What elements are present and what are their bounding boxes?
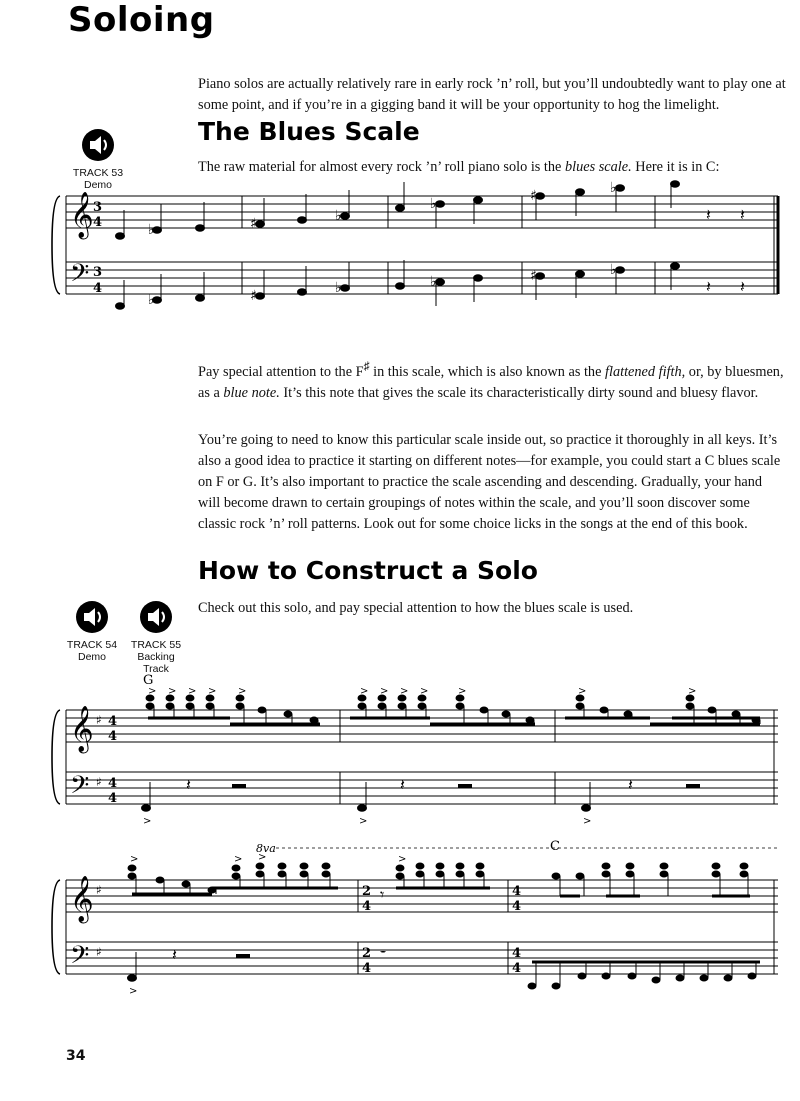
svg-text:♯: ♯: [250, 216, 257, 232]
svg-text:♭: ♭: [335, 208, 342, 224]
svg-text:♭: ♭: [610, 180, 617, 196]
time-sig-bottom: 4: [93, 281, 103, 296]
svg-text:♭: ♭: [430, 274, 437, 290]
track-number: TRACK 54: [66, 639, 118, 651]
svg-text:♯: ♯: [96, 883, 102, 897]
svg-text:𝄽: 𝄽: [706, 277, 711, 296]
time-sig-bottom: 4: [108, 729, 118, 744]
svg-text:♭: ♭: [430, 196, 437, 212]
chord-symbol-c: C: [550, 839, 560, 854]
svg-text:>: >: [398, 854, 407, 865]
time-sig-bottom: 4: [362, 961, 372, 976]
svg-text:𝄽: 𝄽: [400, 775, 405, 794]
time-sig-top: 3: [93, 200, 103, 215]
blue-note-term: blue note.: [223, 384, 280, 401]
page-title: Soloing: [68, 0, 215, 40]
text-run: It’s this note that gives the scale its characteristically dirty sound and bluesy flavor.: [279, 384, 759, 401]
svg-text:>: >: [129, 986, 138, 994]
time-sig-top: 4: [108, 714, 118, 729]
svg-text:♯: ♯: [96, 713, 102, 727]
blues-scale-heading: The Blues Scale: [198, 117, 420, 146]
svg-text:𝄽: 𝄽: [740, 277, 745, 296]
blue-note-paragraph: [198, 356, 786, 404]
svg-text:>: >: [238, 686, 247, 697]
svg-text:𝄽: 𝄽: [706, 205, 711, 224]
track-55[interactable]: [124, 600, 188, 675]
time-sig-bottom: 4: [108, 791, 118, 806]
svg-text:♯: ♯: [530, 188, 537, 204]
svg-text:>: >: [188, 686, 197, 697]
time-sig-bottom: 4: [512, 899, 522, 914]
svg-text:>: >: [583, 816, 592, 827]
text-run: Pay special attention to the F: [198, 363, 364, 380]
track-54[interactable]: [62, 600, 122, 663]
svg-text:>: >: [458, 686, 467, 697]
time-sig-bottom: 4: [362, 899, 372, 914]
solo-notation-system-1: [0, 668, 800, 828]
track-number: TRACK 53: [72, 167, 124, 179]
text-run: The raw material for almost every rock ’n’ roll piano solo is the: [198, 159, 565, 175]
speaker-icon: [81, 128, 115, 162]
svg-text:♭: ♭: [148, 222, 155, 238]
ottava-marking: 8va: [256, 842, 276, 855]
svg-text:>: >: [208, 686, 217, 697]
svg-text:𝄽: 𝄽: [186, 775, 191, 794]
svg-text:>: >: [130, 854, 139, 865]
svg-text:𝄾: 𝄾: [380, 885, 385, 904]
track-label: Demo: [77, 651, 106, 663]
chord-symbol-g: G: [143, 673, 154, 688]
svg-text:>: >: [578, 686, 587, 697]
time-sig-top: 2: [362, 946, 372, 961]
blues-scale-term: blues scale.: [564, 159, 632, 175]
svg-text:𝄞: 𝄞: [70, 706, 94, 752]
flattened-fifth-term: flattened fifth,: [605, 363, 686, 380]
time-sig-top: 3: [93, 265, 103, 280]
track-label: Backing Track: [137, 651, 175, 675]
time-sig-top: 2: [362, 884, 372, 899]
svg-text:𝄢: 𝄢: [70, 259, 90, 294]
svg-text:>: >: [168, 686, 177, 697]
speaker-icon: [75, 600, 109, 634]
svg-text:♯: ♯: [530, 268, 537, 284]
svg-text:𝄻: 𝄻: [380, 945, 387, 964]
svg-text:𝄽: 𝄽: [628, 775, 633, 794]
svg-text:♭: ♭: [148, 292, 155, 308]
solo-notation-system-2: [0, 834, 800, 994]
blues-scale-notation: [0, 180, 800, 310]
blues-scale-intro: [198, 157, 786, 178]
svg-text:♯: ♯: [96, 945, 102, 959]
time-sig-top: 4: [108, 776, 118, 791]
text-run: in this scale, which is also known as the: [369, 363, 605, 380]
page-number: 34: [66, 1048, 86, 1064]
svg-text:♯: ♯: [96, 775, 102, 789]
svg-text:♭: ♭: [610, 262, 617, 278]
construct-solo-heading: How to Construct a Solo: [198, 556, 538, 585]
svg-text:>: >: [380, 686, 389, 697]
svg-text:♯: ♯: [250, 288, 257, 304]
time-sig-top: 4: [512, 946, 522, 961]
svg-text:>: >: [359, 816, 368, 827]
svg-text:>: >: [360, 686, 369, 697]
time-sig-bottom: 4: [93, 215, 103, 230]
text-run: Here it is in C:: [631, 159, 720, 175]
svg-text:𝄽: 𝄽: [740, 205, 745, 224]
track-label: Demo: [83, 179, 112, 191]
svg-text:𝄞: 𝄞: [70, 876, 94, 922]
svg-text:>: >: [420, 686, 429, 697]
speaker-icon: [139, 600, 173, 634]
svg-text:>: >: [234, 854, 243, 865]
practice-paragraph: You’re going to need to know this particular scale inside out, so practice it thoroughly in all keys. It’s also a good idea to practice it starting on different notes—for example, you could start a C blues scale on F or G. It’s also important to practice the scale ascending and descending. Gradually, your hand will become drawn to certain groupings of notes within the scale, and you’ll soon discover some classic rock ’n’ roll patterns. Look out for some choice licks in the songs at the end of this book.: [198, 432, 781, 532]
track-number: TRACK 55: [130, 639, 182, 651]
svg-text:>: >: [400, 686, 409, 697]
svg-text:>: >: [143, 816, 152, 827]
svg-text:>: >: [148, 686, 157, 697]
svg-text:𝄢: 𝄢: [70, 941, 90, 976]
svg-text:𝄽: 𝄽: [172, 945, 177, 964]
svg-text:𝄢: 𝄢: [70, 771, 90, 806]
svg-text:>: >: [258, 852, 267, 863]
svg-text:𝄞: 𝄞: [70, 192, 94, 238]
text-run: or, by bluesmen, as a: [198, 363, 784, 401]
svg-text:>: >: [688, 686, 697, 697]
time-sig-top: 4: [512, 884, 522, 899]
time-sig-bottom: 4: [512, 961, 522, 976]
svg-text:♭: ♭: [335, 280, 342, 296]
sharp-sign: ♯: [363, 359, 370, 373]
intro-paragraph: Piano solos are actually relatively rare in early rock ’n’ roll, but you’ll undoubtedly want to play one at some point, and if you’re in a gigging band it will be your opportunity to hog the limelight.: [198, 76, 786, 113]
construct-text: Check out this solo, and pay special attention to how the blues scale is used.: [198, 600, 634, 616]
